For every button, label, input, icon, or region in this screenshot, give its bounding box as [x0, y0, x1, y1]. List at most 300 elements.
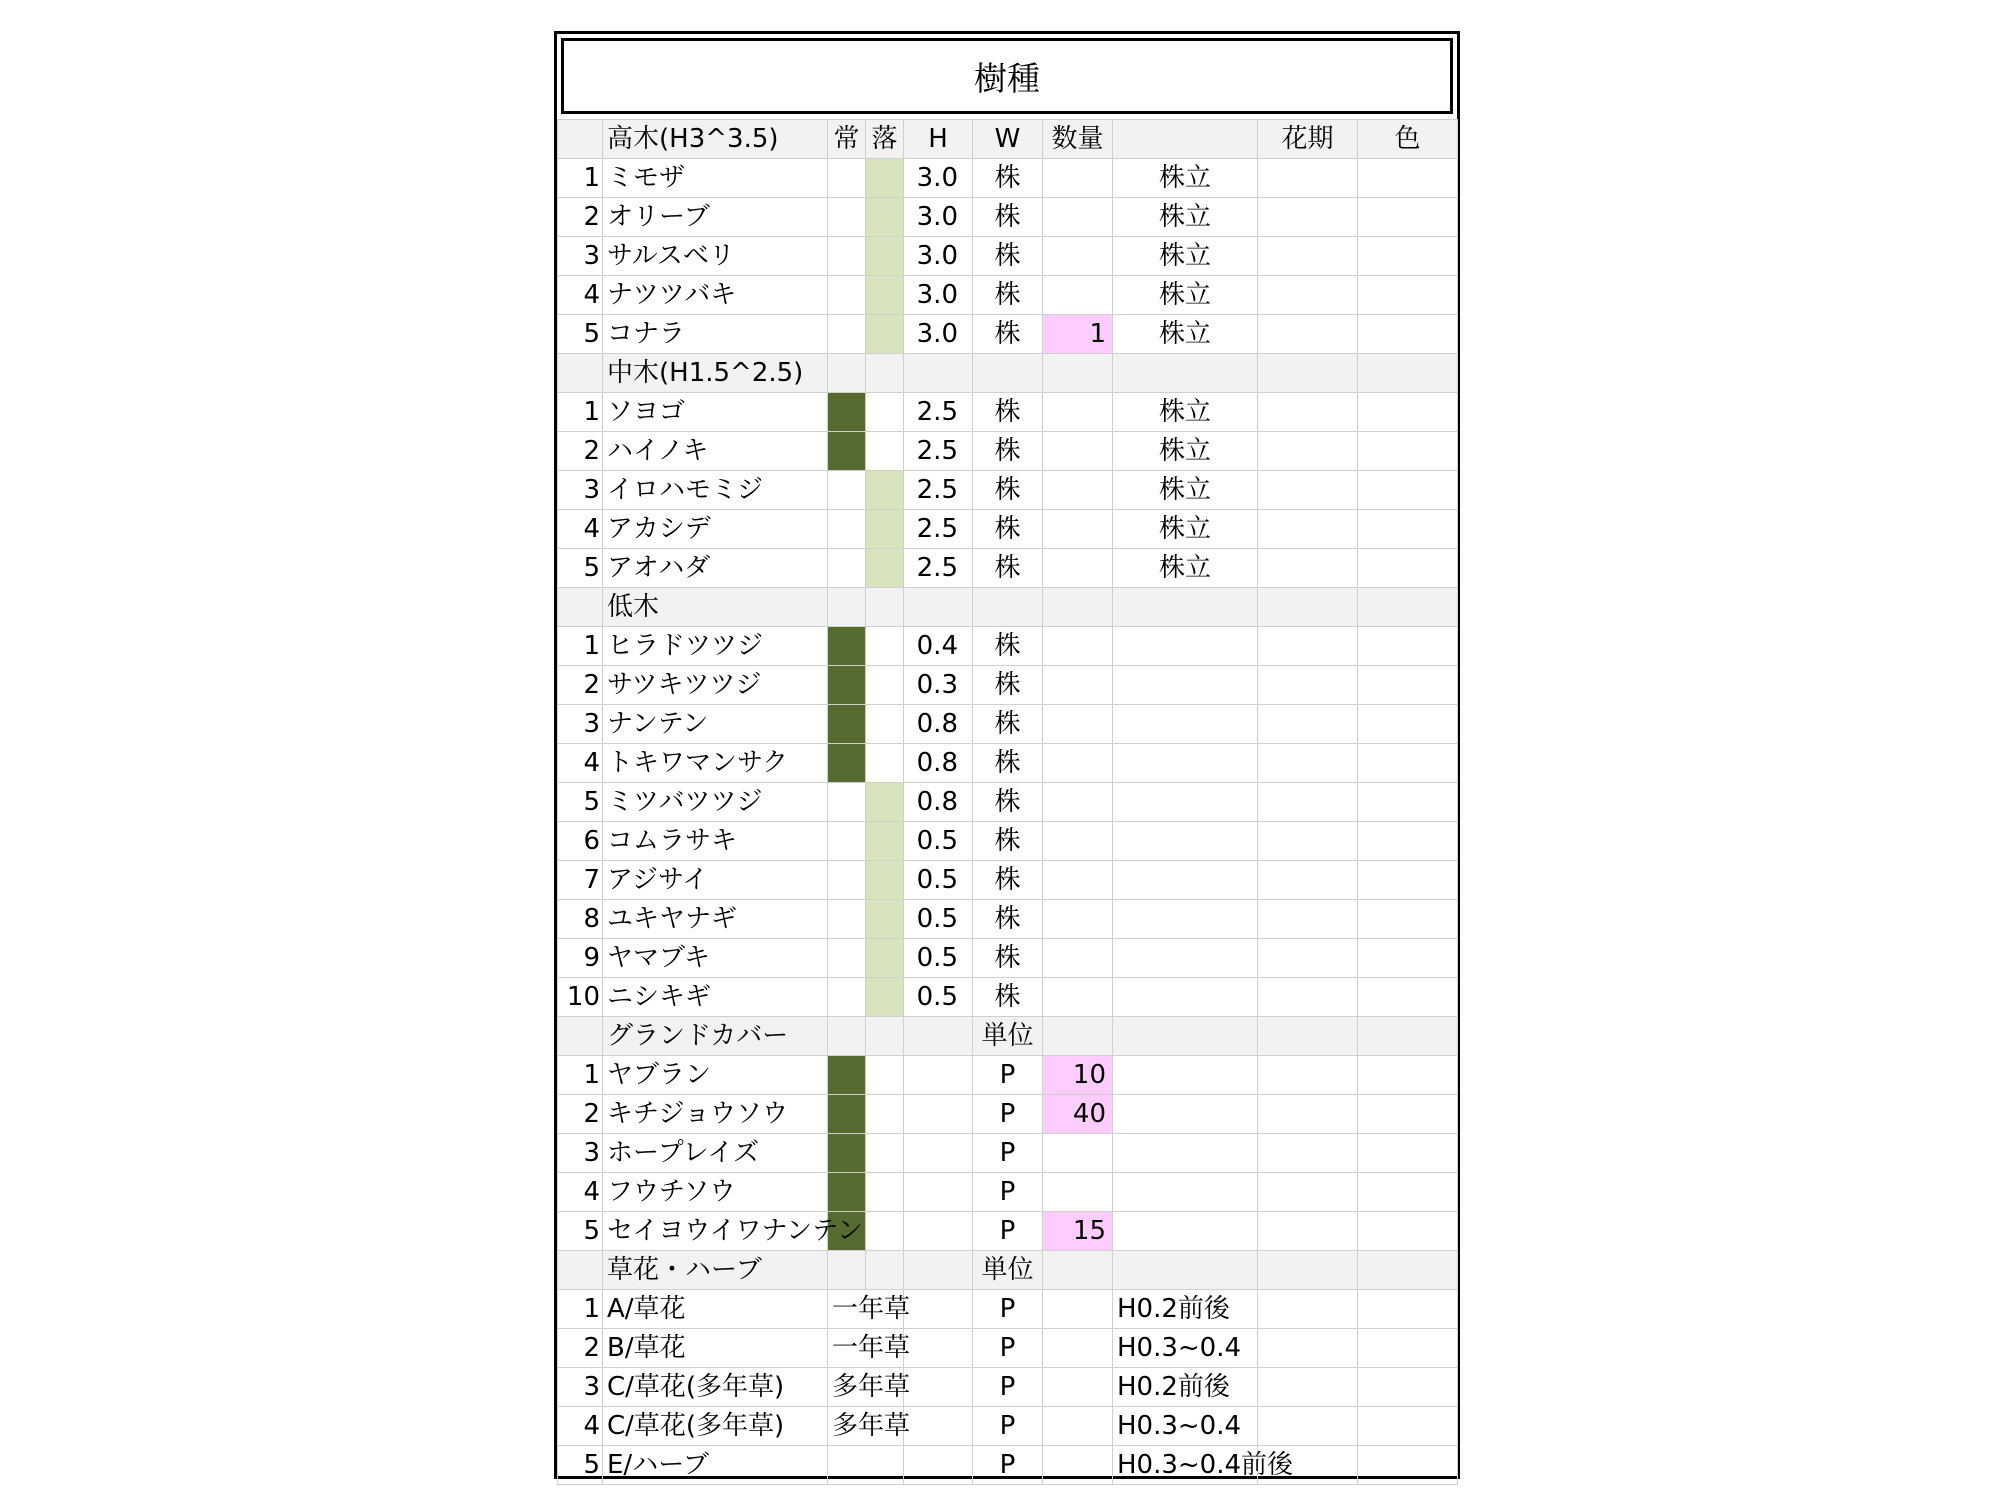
bloom-period-cell	[1258, 744, 1358, 783]
section-height-cell	[904, 588, 973, 627]
quantity-value	[1043, 1446, 1113, 1485]
deciduous-cell	[866, 627, 904, 666]
quantity-value	[1043, 861, 1113, 900]
table-row	[558, 510, 1458, 549]
plant-name-text: アジサイ	[607, 865, 709, 895]
header-section-name: 高木(H3^3.5)	[603, 120, 828, 159]
table-row	[558, 1173, 1458, 1212]
color-cell	[1358, 978, 1458, 1017]
section-bloom-cell	[1258, 588, 1358, 627]
deciduous-cell	[866, 276, 904, 315]
table-row	[558, 705, 1458, 744]
row-number: 2	[558, 666, 603, 705]
deciduous-cell	[866, 237, 904, 276]
color-cell	[1358, 1212, 1458, 1251]
color-cell	[1358, 198, 1458, 237]
width-value: 株	[973, 744, 1043, 783]
bloom-period-cell	[1258, 627, 1358, 666]
plant-name-text: C/草花(多年草)	[607, 1372, 785, 1402]
height-value: 0.5	[904, 978, 973, 1017]
height-value: 0.5	[904, 900, 973, 939]
plant-name	[603, 861, 828, 900]
plant-name-text: フウチソウ	[607, 1177, 736, 1207]
header-deciduous: 落	[866, 120, 904, 159]
height-value	[904, 1212, 973, 1251]
color-cell	[1358, 705, 1458, 744]
bloom-period-cell	[1258, 1173, 1358, 1212]
row-number: 1	[558, 627, 603, 666]
quantity-value	[1043, 627, 1113, 666]
bloom-period-cell	[1258, 939, 1358, 978]
plant-name	[603, 1290, 828, 1329]
table-row	[558, 1134, 1458, 1173]
row-number: 2	[558, 1329, 603, 1368]
plant-kind-text: 多年草	[832, 1411, 911, 1441]
height-value: 0.8	[904, 705, 973, 744]
section-deciduous-cell	[866, 1017, 904, 1056]
note-value: 株立	[1113, 198, 1258, 237]
evergreen-cell	[828, 783, 866, 822]
section-color-cell	[1358, 588, 1458, 627]
color-cell	[1358, 1329, 1458, 1368]
height-value	[904, 1134, 973, 1173]
note-value	[1113, 1056, 1258, 1095]
evergreen-cell	[828, 1134, 866, 1173]
table-row	[558, 744, 1458, 783]
bloom-period-cell	[1258, 432, 1358, 471]
row-number: 8	[558, 900, 603, 939]
quantity-value	[1043, 705, 1113, 744]
plant-name	[603, 549, 828, 588]
color-cell	[1358, 1173, 1458, 1212]
table-row	[558, 549, 1458, 588]
table-row	[558, 939, 1458, 978]
evergreen-cell	[828, 1095, 866, 1134]
plant-table	[557, 119, 1458, 1485]
table-row	[558, 432, 1458, 471]
bloom-period-cell	[1258, 549, 1358, 588]
header-evergreen: 常	[828, 120, 866, 159]
deciduous-cell	[866, 1095, 904, 1134]
height-value: 3.0	[904, 159, 973, 198]
height-value: 3.0	[904, 237, 973, 276]
evergreen-cell	[828, 432, 866, 471]
plant-name	[603, 705, 828, 744]
section-header-row	[558, 354, 1458, 393]
height-value	[904, 1407, 973, 1446]
quantity-value	[1043, 939, 1113, 978]
note-value: 株立	[1113, 393, 1258, 432]
evergreen-cell	[828, 315, 866, 354]
plant-kind	[828, 1446, 904, 1485]
row-number: 3	[558, 237, 603, 276]
plant-kind-text: 一年草	[832, 1294, 911, 1324]
header-bloom-period: 花期	[1258, 120, 1358, 159]
quantity-value	[1043, 159, 1113, 198]
color-cell	[1358, 393, 1458, 432]
plant-name	[603, 939, 828, 978]
note-value	[1113, 900, 1258, 939]
plant-name	[603, 978, 828, 1017]
bloom-period-cell	[1258, 471, 1358, 510]
height-value: 0.8	[904, 783, 973, 822]
section-quantity-cell	[1043, 1017, 1113, 1056]
deciduous-cell	[866, 900, 904, 939]
section-number-cell	[558, 354, 603, 393]
row-number: 3	[558, 1368, 603, 1407]
table-row	[558, 666, 1458, 705]
row-number: 1	[558, 393, 603, 432]
plant-name	[603, 666, 828, 705]
section-title: 中木(H1.5^2.5)	[603, 354, 828, 393]
bloom-period-cell	[1258, 1134, 1358, 1173]
plant-name-text: C/草花(多年草)	[607, 1411, 785, 1441]
quantity-value	[1043, 1407, 1113, 1446]
plant-name	[603, 1368, 828, 1407]
color-cell	[1358, 1446, 1458, 1485]
color-cell	[1358, 1407, 1458, 1446]
plant-name	[603, 900, 828, 939]
evergreen-cell	[828, 1173, 866, 1212]
color-cell	[1358, 1368, 1458, 1407]
note-value: H0.2前後	[1113, 1290, 1258, 1329]
width-value: 株	[973, 549, 1043, 588]
row-number: 2	[558, 1095, 603, 1134]
bloom-period-cell	[1258, 237, 1358, 276]
note-value: 株立	[1113, 471, 1258, 510]
deciduous-cell	[866, 978, 904, 1017]
section-color-cell	[1358, 1251, 1458, 1290]
plant-name-text: ハイノキ	[607, 436, 709, 466]
quantity-value	[1043, 1173, 1113, 1212]
plant-name	[603, 627, 828, 666]
width-value: 株	[973, 510, 1043, 549]
table-row	[558, 978, 1458, 1017]
quantity-value	[1043, 510, 1113, 549]
table-row	[558, 783, 1458, 822]
table-row	[558, 198, 1458, 237]
note-value	[1113, 1173, 1258, 1212]
note-value: H0.3~0.4前後	[1113, 1446, 1258, 1485]
plant-name-text: サルスベリ	[607, 241, 735, 271]
color-cell	[1358, 432, 1458, 471]
plant-kind	[828, 1368, 911, 1407]
header-number	[558, 120, 603, 159]
bloom-period-cell	[1258, 1290, 1358, 1329]
quantity-value: 40	[1043, 1095, 1113, 1134]
width-value: 株	[973, 783, 1043, 822]
plant-name	[603, 744, 828, 783]
deciduous-cell	[866, 471, 904, 510]
section-height-cell	[904, 354, 973, 393]
note-value: 株立	[1113, 549, 1258, 588]
width-value: 株	[973, 705, 1043, 744]
section-evergreen-cell	[828, 588, 866, 627]
plant-name-text: アオハダ	[607, 553, 711, 583]
bloom-period-cell	[1258, 1095, 1358, 1134]
section-evergreen-cell	[828, 1017, 866, 1056]
bloom-period-cell	[1258, 705, 1358, 744]
evergreen-cell	[828, 666, 866, 705]
bloom-period-cell	[1258, 198, 1358, 237]
title-text: 樹種	[974, 58, 1040, 98]
quantity-value	[1043, 276, 1113, 315]
plant-kind	[828, 1329, 911, 1368]
plant-name	[603, 510, 828, 549]
height-value	[904, 1446, 973, 1485]
note-value	[1113, 978, 1258, 1017]
note-value	[1113, 705, 1258, 744]
plant-name-text: ヒラドツツジ	[607, 631, 764, 661]
color-cell	[1358, 315, 1458, 354]
section-bloom-cell	[1258, 1251, 1358, 1290]
plant-name-text: コムラサキ	[607, 826, 738, 856]
width-value: 株	[973, 978, 1043, 1017]
color-cell	[1358, 939, 1458, 978]
row-number: 7	[558, 861, 603, 900]
row-number: 4	[558, 1173, 603, 1212]
section-height-cell	[904, 1251, 973, 1290]
plant-kind-text: 多年草	[832, 1372, 911, 1402]
note-value	[1113, 627, 1258, 666]
deciduous-cell	[866, 783, 904, 822]
width-value: 株	[973, 237, 1043, 276]
color-cell	[1358, 1056, 1458, 1095]
plant-name	[603, 1212, 863, 1251]
height-value	[904, 1173, 973, 1212]
height-value	[904, 1095, 973, 1134]
deciduous-cell	[866, 939, 904, 978]
row-number: 5	[558, 1446, 603, 1485]
section-note-cell	[1113, 354, 1258, 393]
bloom-period-cell	[1258, 1407, 1358, 1446]
table-row	[558, 627, 1458, 666]
deciduous-cell	[866, 549, 904, 588]
evergreen-cell	[828, 198, 866, 237]
table-row	[558, 1368, 1458, 1407]
row-number: 1	[558, 1290, 603, 1329]
section-unit-label: 単位	[973, 1017, 1043, 1056]
plant-name-text: サツキツツジ	[607, 670, 762, 700]
evergreen-cell	[828, 393, 866, 432]
table-row	[558, 159, 1458, 198]
table-row	[558, 900, 1458, 939]
quantity-value: 10	[1043, 1056, 1113, 1095]
width-value: 株	[973, 900, 1043, 939]
height-value: 0.4	[904, 627, 973, 666]
section-bloom-cell	[1258, 354, 1358, 393]
section-note-cell	[1113, 588, 1258, 627]
quantity-value	[1043, 393, 1113, 432]
width-value: 株	[973, 276, 1043, 315]
width-value: P	[973, 1368, 1043, 1407]
row-number: 3	[558, 1134, 603, 1173]
plant-name	[603, 393, 828, 432]
row-number: 5	[558, 315, 603, 354]
note-value: H0.3~0.4	[1113, 1407, 1258, 1446]
plant-name	[603, 1134, 828, 1173]
quantity-value	[1043, 900, 1113, 939]
height-value: 0.8	[904, 744, 973, 783]
table-row	[558, 276, 1458, 315]
color-cell	[1358, 783, 1458, 822]
plant-name	[603, 237, 828, 276]
table-row	[558, 1290, 1458, 1329]
color-cell	[1358, 1095, 1458, 1134]
evergreen-cell	[828, 822, 866, 861]
plant-name	[603, 1407, 828, 1446]
quantity-value	[1043, 1290, 1113, 1329]
table-row	[558, 1407, 1458, 1446]
plant-name	[603, 471, 828, 510]
row-number: 10	[558, 978, 603, 1017]
evergreen-cell	[828, 861, 866, 900]
bloom-period-cell	[1258, 510, 1358, 549]
plant-name-text: ヤマブキ	[607, 943, 710, 973]
quantity-value	[1043, 666, 1113, 705]
plant-name	[603, 1173, 828, 1212]
note-value: 株立	[1113, 432, 1258, 471]
row-number: 5	[558, 549, 603, 588]
height-value: 2.5	[904, 393, 973, 432]
evergreen-cell	[828, 471, 866, 510]
width-value: P	[973, 1056, 1043, 1095]
plant-name-text: ホープレイズ	[607, 1138, 760, 1168]
width-value: P	[973, 1329, 1043, 1368]
note-value: H0.2前後	[1113, 1368, 1258, 1407]
color-cell	[1358, 744, 1458, 783]
row-number: 3	[558, 471, 603, 510]
bloom-period-cell	[1258, 783, 1358, 822]
width-value: P	[973, 1173, 1043, 1212]
note-value: 株立	[1113, 159, 1258, 198]
deciduous-cell	[866, 1134, 904, 1173]
quantity-value	[1043, 1134, 1113, 1173]
quantity-value	[1043, 1368, 1113, 1407]
deciduous-cell	[866, 666, 904, 705]
deciduous-cell	[866, 744, 904, 783]
deciduous-cell	[866, 1056, 904, 1095]
section-quantity-cell	[1043, 354, 1113, 393]
width-value: 株	[973, 393, 1043, 432]
width-value: 株	[973, 861, 1043, 900]
header-note	[1113, 120, 1258, 159]
row-number: 4	[558, 744, 603, 783]
plant-kind	[828, 1407, 911, 1446]
plant-name-text: イロハモミジ	[607, 475, 764, 505]
evergreen-cell	[828, 159, 866, 198]
row-number: 1	[558, 1056, 603, 1095]
width-value: P	[973, 1446, 1043, 1485]
width-value: 株	[973, 315, 1043, 354]
quantity-value	[1043, 471, 1113, 510]
section-number-cell	[558, 1017, 603, 1056]
section-evergreen-cell	[828, 354, 866, 393]
color-cell	[1358, 237, 1458, 276]
plant-name	[603, 1056, 828, 1095]
table-row	[558, 471, 1458, 510]
evergreen-cell	[828, 1056, 866, 1095]
quantity-value	[1043, 822, 1113, 861]
plant-name-text: ヤブラン	[607, 1060, 712, 1090]
note-value	[1113, 939, 1258, 978]
section-bloom-cell	[1258, 1017, 1358, 1056]
width-value: P	[973, 1095, 1043, 1134]
plant-name-text: トキワマンサク	[607, 748, 788, 778]
width-value: 株	[973, 198, 1043, 237]
color-cell	[1358, 276, 1458, 315]
bloom-period-cell	[1258, 159, 1358, 198]
plant-name-text: B/草花	[607, 1333, 686, 1363]
note-value: 株立	[1113, 510, 1258, 549]
quantity-value: 1	[1043, 315, 1113, 354]
section-evergreen-cell	[828, 1251, 866, 1290]
width-value: P	[973, 1212, 1043, 1251]
height-value: 3.0	[904, 198, 973, 237]
section-title: グランドカバー	[603, 1017, 828, 1056]
plant-schedule-sheet	[554, 31, 1460, 1479]
row-number: 4	[558, 276, 603, 315]
deciduous-cell	[866, 315, 904, 354]
width-value: 株	[973, 939, 1043, 978]
bloom-period-cell	[1258, 276, 1358, 315]
plant-name-text: セイヨウイワナンテン	[607, 1216, 863, 1246]
header-width: W	[973, 120, 1043, 159]
section-quantity-cell	[1043, 588, 1113, 627]
width-value: 株	[973, 666, 1043, 705]
height-value: 0.5	[904, 861, 973, 900]
color-cell	[1358, 510, 1458, 549]
width-value: 株	[973, 159, 1043, 198]
evergreen-cell	[828, 744, 866, 783]
evergreen-cell	[828, 900, 866, 939]
quantity-value	[1043, 237, 1113, 276]
row-number: 2	[558, 432, 603, 471]
evergreen-cell	[828, 549, 866, 588]
plant-name-text: A/草花	[607, 1294, 686, 1324]
header-color: 色	[1358, 120, 1458, 159]
plant-name	[603, 432, 828, 471]
plant-name-text: ユキヤナギ	[607, 904, 738, 934]
row-number: 2	[558, 198, 603, 237]
height-value: 0.5	[904, 939, 973, 978]
quantity-value	[1043, 783, 1113, 822]
color-cell	[1358, 861, 1458, 900]
plant-kind	[828, 1290, 911, 1329]
note-value	[1113, 861, 1258, 900]
deciduous-cell	[866, 861, 904, 900]
section-header-row	[558, 1251, 1458, 1290]
note-value	[1113, 1212, 1258, 1251]
row-number: 5	[558, 783, 603, 822]
row-number: 5	[558, 1212, 603, 1251]
plant-name-text: アカシデ	[607, 514, 711, 544]
height-value	[904, 1056, 973, 1095]
table-row	[558, 315, 1458, 354]
plant-name-text: ナンテン	[607, 709, 709, 739]
color-cell	[1358, 900, 1458, 939]
table-row	[558, 1329, 1458, 1368]
note-value	[1113, 666, 1258, 705]
header-height: H	[904, 120, 973, 159]
height-value: 2.5	[904, 510, 973, 549]
color-cell	[1358, 1290, 1458, 1329]
height-value	[904, 1290, 973, 1329]
evergreen-cell	[828, 237, 866, 276]
section-title: 低木	[603, 588, 828, 627]
header-quantity: 数量	[1043, 120, 1113, 159]
plant-name-text: コナラ	[607, 319, 686, 349]
